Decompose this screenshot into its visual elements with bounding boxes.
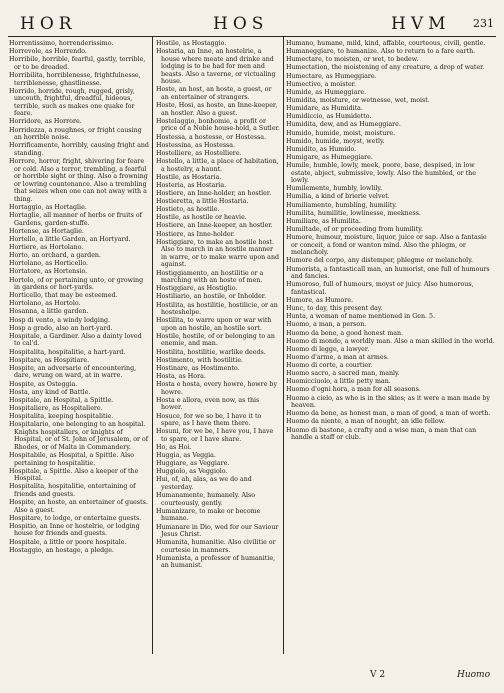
column-1: [9, 40, 149, 652]
dictionary-entry: Hortaggio, as Hortaglie.: [9, 203, 87, 211]
dictionary-entry: Hospitalario, one belonging to an hospital. Knights hospitallers, or knights of Hospital, or of St. John of Jerusalem, or of Rhodes, or of Malta in Commandery.: [9, 421, 149, 451]
dictionary-entry: Hospitale, a Gardiner. Also a dainty loved to cal'd.: [9, 332, 142, 348]
dictionary-entry: Hortatore, as Hortensio.: [9, 268, 88, 276]
dictionary-entry: Humectare, as Humeggiare.: [286, 72, 377, 80]
dictionary-entry: Hostile, as hostile or heavie.: [156, 214, 247, 222]
dictionary-entry: Hospite, an hoste, an entertainer of guests. Also a guest.: [9, 499, 148, 514]
dictionary-entry: Hostile, as Hostaria.: [156, 173, 222, 181]
dictionary-entry: Hosta e allora, even now, as this hower.: [156, 396, 260, 412]
dictionary-entry: Huomo sacro, a sacred man, manly.: [286, 370, 400, 378]
dictionary-entry: Humidiccio, as Humidetto.: [286, 113, 372, 121]
dictionary-entry: Humidita, dew, and as Humeggiare.: [286, 121, 401, 129]
dictionary-entry: Hospitalita, keeping hospitalitie.: [9, 413, 114, 421]
dictionary-entry: Humore del corpo, any distemper, phlegme or melancholy.: [286, 257, 473, 265]
dictionary-entry: Humigare, as Humeggiare.: [286, 153, 373, 161]
dictionary-entry: Humectation, the moistening of any creature, a drop of water.: [286, 64, 485, 72]
dictionary-entry: Hortolo, of or pertaining unto, or growing in gardens or hort-yards.: [9, 276, 144, 292]
column-divider-1: [152, 36, 153, 654]
dictionary-entry: Hosp di vento, a windy lodging.: [9, 316, 111, 324]
dictionary-entry: Huggiare, as Veggiare.: [156, 460, 230, 468]
dictionary-entry: Huggia, as Veggia.: [156, 452, 216, 460]
dictionary-entry: Hostieretta, a little Hostaria.: [156, 198, 249, 206]
dictionary-entry: Hunta, a woman of name mentioned in Gen. 5.: [286, 313, 436, 321]
dictionary-entry: Hospitare, to lodge, or entertaine guests.: [9, 514, 142, 522]
dictionary-entry: Hostilita, hostilitie, warlike deeds.: [156, 348, 266, 356]
dictionary-entry: Hospitabile, as Hospital, a Spittle. Also pertaining to hospitalitie.: [9, 452, 134, 467]
dictionary-entry: Hospitalita, hospitalitie, entertaining of friends and guests.: [9, 483, 136, 498]
signature-mark: V 2: [370, 670, 386, 680]
dictionary-entry: Hostieto, as hostile.: [156, 206, 220, 214]
dictionary-entry: Humanizare, to make or become humane.: [156, 507, 261, 523]
dictionary-entry: Horticello, that may be esteemed.: [9, 292, 118, 300]
dictionary-entry: Hostello, a little, a place of habitation, a hostelry, a haunt.: [156, 157, 279, 173]
dictionary-entry: Humile, humble, lowly, meek, poore, base, despised, in low estate, abject, submissive, lowly. Also the humbled, or the lowly.: [286, 162, 476, 185]
dictionary-entry: Horrificamente, horribly, causing fright and standing.: [9, 142, 149, 157]
dictionary-entry: Huomo di bastone, a crafty and a wise man, a man that can handle a staff or club.: [286, 426, 477, 442]
dictionary-entry: Horrentissimo, horrenderissimo.: [9, 40, 114, 47]
dictionary-entry: Humaneggiare, to humanize. Also to return to a fare earth.: [286, 48, 476, 56]
dictionary-entry: Hospite, as Osteggia.: [9, 380, 78, 388]
dictionary-entry: Huomo di corte, a courtier.: [286, 362, 373, 370]
dictionary-entry: Hosta, as Hora.: [156, 373, 206, 380]
dictionary-entry: Humiltade, of or proceeding from humility.: [286, 226, 423, 234]
dictionary-entry: Humido, humide, moist, moisture.: [286, 129, 396, 137]
page-footer: [8, 670, 496, 688]
dictionary-entry: Humectare, to moisten, or wet, to bedew.: [286, 56, 419, 64]
dictionary-entry: Humanita, humanitie. Also civilitie or courtesie in manners.: [156, 539, 276, 554]
dictionary-entry: Humidito, as Humido.: [286, 145, 357, 153]
dictionary-entry: Huomo da bene, a good honest man.: [286, 329, 404, 337]
dictionary-entry: Hortolano, as Horticello.: [9, 260, 89, 268]
dictionary-entry: Hunc, to day, this present day.: [286, 305, 383, 313]
dictionary-entry: Humanamente, humanely. Also courteously, gently.: [156, 492, 256, 507]
dictionary-entry: Hortense, as Hortaglie.: [9, 227, 84, 235]
dictionary-entry: Hortello, a little Garden, an Hortyard.: [9, 235, 131, 243]
dictionary-entry: Hospitale, a Spittle. Also a keeper of the Hospital.: [9, 467, 139, 483]
dictionary-entry: Humidare, as Humidita.: [286, 105, 363, 113]
dictionary-entry: Humore, humour, moisture, liquor, juice or sap. Also a fantasie or conceit, a fond or wanton mind. Also the phlegm, or melancholy.: [286, 234, 487, 257]
dictionary-entry: Hostile, hostile, of or belonging to an enemie, and man.: [156, 332, 275, 348]
dictionary-entry: Hui, of, ah, alas, as we do and yesterday.: [156, 476, 252, 491]
dictionary-entry: Huomo d'arme, a man at armes.: [286, 353, 389, 361]
dictionary-entry: Hospitalita, hospitalitie, a hart-yard.: [9, 348, 126, 356]
dictionary-entry: Humanista, a professor of humanitie, an humanist.: [156, 554, 276, 570]
dictionary-entry: Hostiere, an Inne-holder, an hostler.: [156, 189, 272, 197]
dictionary-entry: Hostilita, to warre upon or war with upon an hostile, an hostile sort.: [156, 317, 272, 332]
dictionary-entry: Hostinare, as Hostimento.: [156, 364, 240, 372]
dictionary-entry: Huomo da niente, a man of nought, an idle fellow.: [286, 418, 446, 426]
dictionary-entry: Huomo d'ogni hora, a man for all seasons.: [286, 386, 421, 394]
dictionary-entry: Hospitale, a little or poore hospitale.: [9, 538, 127, 546]
dictionary-entry: Hostilita, as hostilitie, hostilicie, or an hosteshelpe.: [156, 301, 278, 317]
dictionary-entry: Huomo di legge, a lawyer.: [286, 345, 370, 353]
dictionary-entry: Humilita, humilitie, lowlinesse, meekness.: [286, 209, 421, 217]
dictionary-entry: Humilemente, humbly, lowlily.: [286, 185, 383, 193]
dictionary-entry: Humano, humane, mild, kind, affable, courteous, civill, gentle.: [286, 40, 486, 47]
dictionary-entry: Huomo, a man, a person.: [286, 321, 367, 329]
dictionary-entry: Hospitare, as Hospitiare.: [9, 356, 90, 364]
dictionary-entry: Hostiliario, an hostile, or Inholder.: [156, 293, 267, 301]
dictionary-entry: Horrido, horride, rough, rugged, grisly, uncouth, frightful, dreadful, hideous, terrible, such as makes one quake for feare.: [9, 87, 135, 118]
header-rule: [8, 36, 496, 37]
dictionary-entry: Hortaglie, all manner of herbs or fruits of Gardens, garden-stuffe.: [9, 211, 143, 227]
dictionary-entry: Hostessina, as Hostessa.: [156, 141, 236, 149]
dictionary-entry: Hosanna, a little garden.: [9, 308, 89, 316]
dictionary-entry: Hosta e hosta, every howre, howre by howre.: [156, 381, 278, 396]
dictionary-entry: Humorista, a fantasticall man, an humorist, one full of humours and fancies.: [286, 265, 490, 281]
dictionary-entry: Humidita, moisture, or wetnesse, wet, moist.: [286, 96, 430, 104]
dictionary-entry: Ho, as Hoi.: [156, 443, 192, 451]
dictionary-entry: Hospitale, an Hospital, a Spittle.: [9, 396, 114, 404]
dictionary-entry: Hoste, an host, an hoste, a guest, or an entertainer of strangers.: [156, 86, 272, 102]
dictionary-entry: Horridezza, a roughnes, or fright causing an horrible noise.: [9, 126, 142, 142]
dictionary-entry: Hortolano, as Hortolo.: [9, 300, 81, 308]
catchword: Huomo: [456, 670, 490, 680]
running-header: [8, 14, 496, 34]
dictionary-entry: Humide, as Humeggiare.: [286, 88, 367, 96]
dictionary-entry: Hostelaggio, bonhomie, a profit or price of a Noble house-hold, a Sutler.: [156, 117, 280, 133]
dictionary-entry: Huomo a cielo, as who is in the skies; as it were a man made by heaven.: [286, 394, 490, 410]
dictionary-entry: Hostelliere, as Hostelliere.: [156, 149, 242, 157]
dictionary-entry: Humanare in Dio, wed for our Saviour Jesus Christ.: [156, 523, 279, 539]
dictionary-entry: Hostaria, an Inne, an hostelrie, a house where meate and drinke and lodging is to be had for men and beasts. Also a taverne, or victualing house.: [156, 48, 276, 86]
dictionary-entry: Hostiggiamento, an hostilitie or a marching with an hoste of men.: [156, 269, 264, 285]
dictionary-entry: Hosta, any kind of Battle.: [9, 388, 91, 396]
column-divider-2: [283, 36, 284, 654]
dictionary-entry: Humilia, a kind of brierie velvet.: [286, 193, 390, 201]
column-2: [156, 40, 281, 652]
dictionary-entry: Hostessa, a hostesse, or Hostessa.: [156, 133, 267, 141]
header-right-guideword: HVM: [391, 14, 451, 34]
header-center-guideword: HOS: [213, 14, 269, 34]
dictionary-entry: Humore, as Humore.: [286, 296, 354, 304]
dictionary-entry: Hospitio, an Inne or hostelrie, or lodging house for friends and guests.: [9, 522, 140, 538]
column-3: [286, 40, 495, 652]
dictionary-entry: Hostiggiare, to make an hostile host. Also to march in an hostile manner in warre, or to make warre upon and against.: [156, 238, 280, 269]
dictionary-entry: Huomo da bene, as honest man, a man of good, a man of worth.: [286, 410, 491, 418]
dictionary-entry: Horribile, horrible, fearful, gastly, terrible, or to be dreaded.: [9, 56, 146, 71]
dictionary-entry: Horribilita, horriblenesse, frightfulnesse, terriblenesse, ghastlinesse.: [9, 71, 141, 87]
dictionary-entry: Hostaggio, an hostage, a pledge.: [9, 546, 114, 554]
dictionary-entry: Horrore, horror, fright, shivering for feare or cold. Also a terror, trembling, a fearful or horrible sight or thing. Also a frowning or lowring countenance. Also a trembling that seizes when one can not away with a thing.: [9, 157, 148, 203]
dictionary-entry: Hospite, an adversarie of encountering, dare, wrung on ward, at in warre.: [9, 364, 137, 380]
dictionary-entry: Humoroso, full of humours, moyst or juicy. Also humorous, fantastical.: [286, 281, 474, 296]
dictionary-entry: Horridore, as Horrore.: [9, 118, 82, 126]
page-number: 231: [473, 17, 494, 30]
dictionary-entry: Hospitaliere, as Hospitaliere.: [9, 404, 103, 412]
dictionary-entry: Humiliare, as Humilita.: [286, 217, 361, 225]
dictionary-entry: Hosteria, as Hostaria.: [156, 181, 227, 189]
dictionary-entry: Hostiggiare, as Hostiglio.: [156, 285, 238, 293]
dictionary-entry: Hosp a grado, also an hort-yard.: [9, 324, 113, 332]
dictionary-entry: Hostiere, an Inne-keeper, an hostler.: [156, 222, 273, 230]
header-left-guideword: HOR: [20, 14, 77, 34]
dictionary-entry: Hostiere, as Inne-holder.: [156, 230, 235, 238]
dictionary-entry: Hortiere, as Hortolano.: [9, 243, 84, 251]
dictionary-entry: Huomo di mondo, a worldly man. Also a man skilled in the world.: [286, 337, 495, 345]
dictionary-entry: Humiliamento, humbling, humility.: [286, 201, 397, 209]
dictionary-entry: Hosuce, for we so be, I have it to spare, as I have them there.: [156, 412, 262, 428]
dictionary-entry: Hostimento, with hostilitie.: [156, 356, 244, 364]
dictionary-entry: Humectivo, a moister.: [286, 80, 357, 88]
dictionary-entry: Huomicciuolo, a little petty man.: [286, 378, 391, 386]
dictionary-entry: Humido, humide, moyst, wetly.: [286, 137, 385, 145]
dictionary-entry: Horrevole, as Horrendo.: [9, 48, 87, 56]
dictionary-entry: Hoste, Hosi, as hoste, an Inne-keeper, an hostler. Also a guest.: [156, 102, 278, 117]
dictionary-entry: Hostile, as Hostaggio.: [156, 40, 227, 47]
dictionary-entry: Horto, an orchard, a garden.: [9, 252, 101, 260]
dictionary-entry: Huggiolo, as Veggiolo.: [156, 468, 228, 476]
dictionary-entry: Hosuni, for we be, I have you, I have to spare, or I have share.: [156, 428, 274, 443]
